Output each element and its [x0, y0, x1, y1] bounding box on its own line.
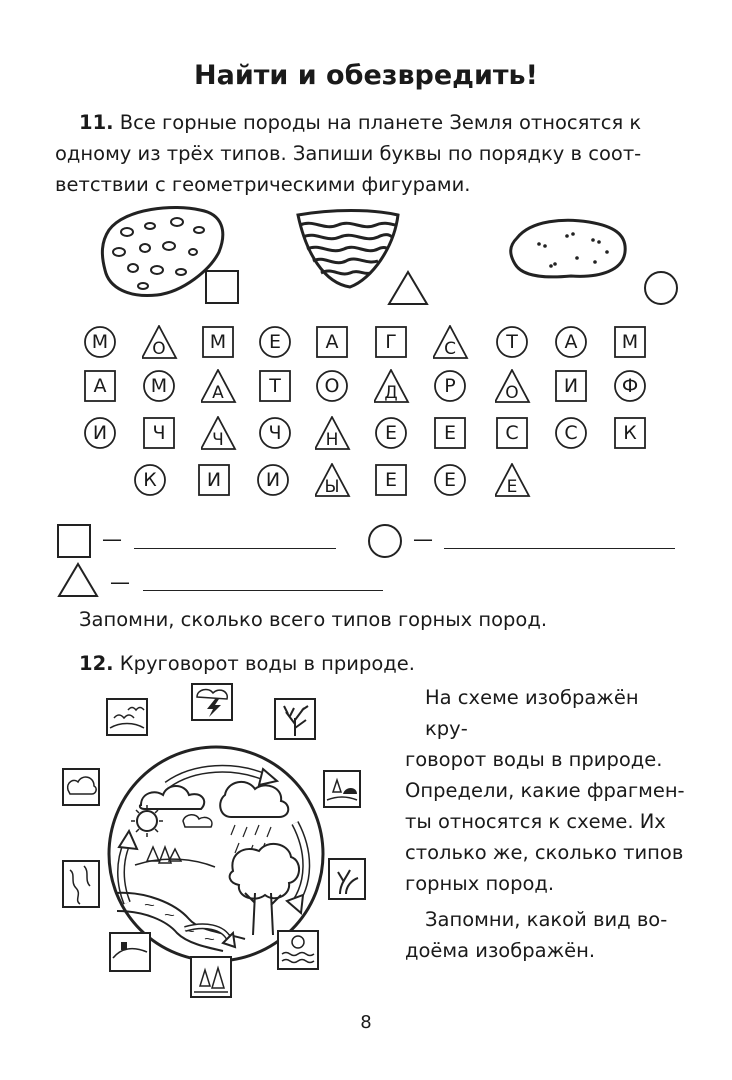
- task12-heading: 12. Круговорот воды в природе.: [79, 652, 415, 675]
- grid-letter: И: [265, 469, 281, 491]
- grid-cell-triangle: [433, 325, 467, 359]
- grid-letter: С: [444, 339, 456, 359]
- grid-cell-square: [554, 369, 588, 403]
- task11-line-1: 11. Все горные породы на планете Земля относятся к: [79, 111, 642, 134]
- grid-letter: Е: [384, 422, 397, 444]
- grid-cell-circle: [133, 463, 167, 497]
- grid-cell-circle: [83, 416, 117, 450]
- grid-cell-square: [201, 325, 235, 359]
- grid-cell-circle: [256, 463, 290, 497]
- grid-cell-triangle: [201, 369, 235, 403]
- answer-dash-circle: —: [413, 527, 433, 551]
- grid-cell-triangle: [495, 463, 529, 497]
- legend-square: [205, 270, 239, 304]
- grid-letter: Ы: [324, 477, 340, 497]
- grid-letter: А: [212, 383, 224, 403]
- grid-cell-circle: [258, 416, 292, 450]
- legend-circle: [643, 270, 679, 306]
- grid-letter: Т: [269, 375, 281, 397]
- forest-icon[interactable]: [190, 956, 232, 998]
- task12-line: ты относятся к схеме. Их: [405, 810, 666, 833]
- page-title: Найти и обезвредить!: [194, 60, 538, 91]
- grid-cell-circle: [142, 369, 176, 403]
- grid-letter: Е: [268, 331, 281, 353]
- grid-cell-triangle: [315, 416, 349, 450]
- task12-line: Определи, какие фрагмен-: [405, 779, 685, 802]
- task12-remember-line: доёма изображён.: [405, 939, 596, 962]
- grid-cell-circle: [433, 463, 467, 497]
- answer-dash-triangle: —: [110, 570, 130, 594]
- grid-letter: Ф: [621, 375, 639, 397]
- grid-cell-circle: [83, 325, 117, 359]
- grid-cell-square: [315, 325, 349, 359]
- birds-icon[interactable]: [106, 698, 148, 736]
- answer-line-triangle[interactable]: [143, 590, 383, 591]
- answer-triangle-icon: [57, 562, 99, 598]
- task12-text: [405, 682, 685, 966]
- task12-line: горных пород.: [405, 872, 555, 895]
- grid-cell-circle: [315, 369, 349, 403]
- task12-line: столько же, сколько типов: [405, 841, 684, 864]
- cloud-icon[interactable]: [62, 768, 100, 806]
- grid-cell-square: [613, 416, 647, 450]
- grid-letter: Е: [384, 469, 397, 491]
- task12-number: 12.: [79, 652, 114, 675]
- grid-letter: Г: [385, 331, 397, 353]
- grid-letter: М: [150, 375, 168, 397]
- grid-letter: К: [623, 422, 637, 444]
- grid-letter: Р: [444, 375, 456, 397]
- rocks-illustration-metamorphic: [505, 212, 630, 287]
- grid-cell-triangle: [142, 325, 176, 359]
- grid-letter: А: [93, 375, 107, 397]
- grid-letter: Е: [506, 477, 518, 497]
- grid-cell-circle: [495, 325, 529, 359]
- grid-letter: Е: [443, 469, 456, 491]
- grid-cell-circle: [258, 325, 292, 359]
- grid-cell-circle: [554, 416, 588, 450]
- grid-letter: С: [564, 422, 578, 444]
- grid-letter: Д: [384, 383, 398, 403]
- grass-icon[interactable]: [328, 858, 366, 900]
- grid-letter: И: [563, 375, 579, 397]
- grid-letter: М: [91, 331, 109, 353]
- grid-letter: Ч: [268, 422, 282, 444]
- lake-waves-icon[interactable]: [277, 930, 319, 970]
- grid-cell-triangle: [495, 369, 529, 403]
- grid-letter: Ч: [212, 430, 224, 450]
- grid-letter: Ч: [152, 422, 166, 444]
- rain-icon[interactable]: [62, 860, 100, 908]
- grid-cell-square: [433, 416, 467, 450]
- legend-triangle: [387, 270, 429, 306]
- answer-circle-icon: [367, 523, 403, 559]
- grid-cell-square: [374, 463, 408, 497]
- task11-line-2: одному из трёх типов. Запиши буквы по порядку в соот-: [55, 142, 642, 165]
- task11-number: 11.: [79, 111, 114, 134]
- grid-letter: И: [92, 422, 108, 444]
- grid-cell-circle: [554, 325, 588, 359]
- grid-letter: Е: [443, 422, 456, 444]
- lightning-icon[interactable]: [191, 683, 233, 721]
- grid-cell-square: [197, 463, 231, 497]
- grid-cell-triangle: [201, 416, 235, 450]
- grid-letter: А: [325, 331, 339, 353]
- grid-letter: А: [564, 331, 578, 353]
- grid-cell-circle: [374, 416, 408, 450]
- grid-letter: М: [209, 331, 227, 353]
- task11-remember: Запомни, сколько всего типов горных пород.: [79, 608, 548, 631]
- hill-icon[interactable]: [109, 932, 151, 972]
- answer-line-circle[interactable]: [444, 548, 675, 549]
- grid-cell-triangle: [315, 463, 349, 497]
- answer-square-icon: [57, 524, 91, 558]
- task11-line-3: ветствии с геометрическими фигурами.: [55, 173, 471, 196]
- grid-cell-square: [374, 325, 408, 359]
- answer-dash-square: —: [102, 527, 122, 551]
- grid-cell-square: [142, 416, 176, 450]
- task12-line: говорот воды в природе.: [405, 748, 663, 771]
- page-number: 8: [360, 1012, 372, 1033]
- grid-cell-circle: [433, 369, 467, 403]
- grid-letter: С: [505, 422, 519, 444]
- grid-letter: О: [505, 383, 519, 403]
- answer-line-square[interactable]: [134, 548, 336, 549]
- grid-letter: И: [206, 469, 222, 491]
- grid-letter: Т: [506, 331, 518, 353]
- grid-cell-square: [495, 416, 529, 450]
- grid-letter: К: [143, 469, 157, 491]
- grid-cell-triangle: [374, 369, 408, 403]
- grid-cell-circle: [613, 369, 647, 403]
- grid-cell-square: [258, 369, 292, 403]
- grid-letter: О: [324, 375, 340, 397]
- grid-letter: О: [152, 339, 166, 359]
- bare-tree-icon[interactable]: [274, 698, 316, 740]
- task12-line: На схеме изображён кру-: [425, 686, 639, 740]
- task12-remember-line: Запомни, какой вид во-: [425, 908, 668, 931]
- grid-cell-square: [83, 369, 117, 403]
- grid-cell-square: [613, 325, 647, 359]
- grid-letter: Н: [325, 430, 339, 450]
- island-trees-icon[interactable]: [323, 770, 361, 808]
- grid-letter: М: [621, 331, 639, 353]
